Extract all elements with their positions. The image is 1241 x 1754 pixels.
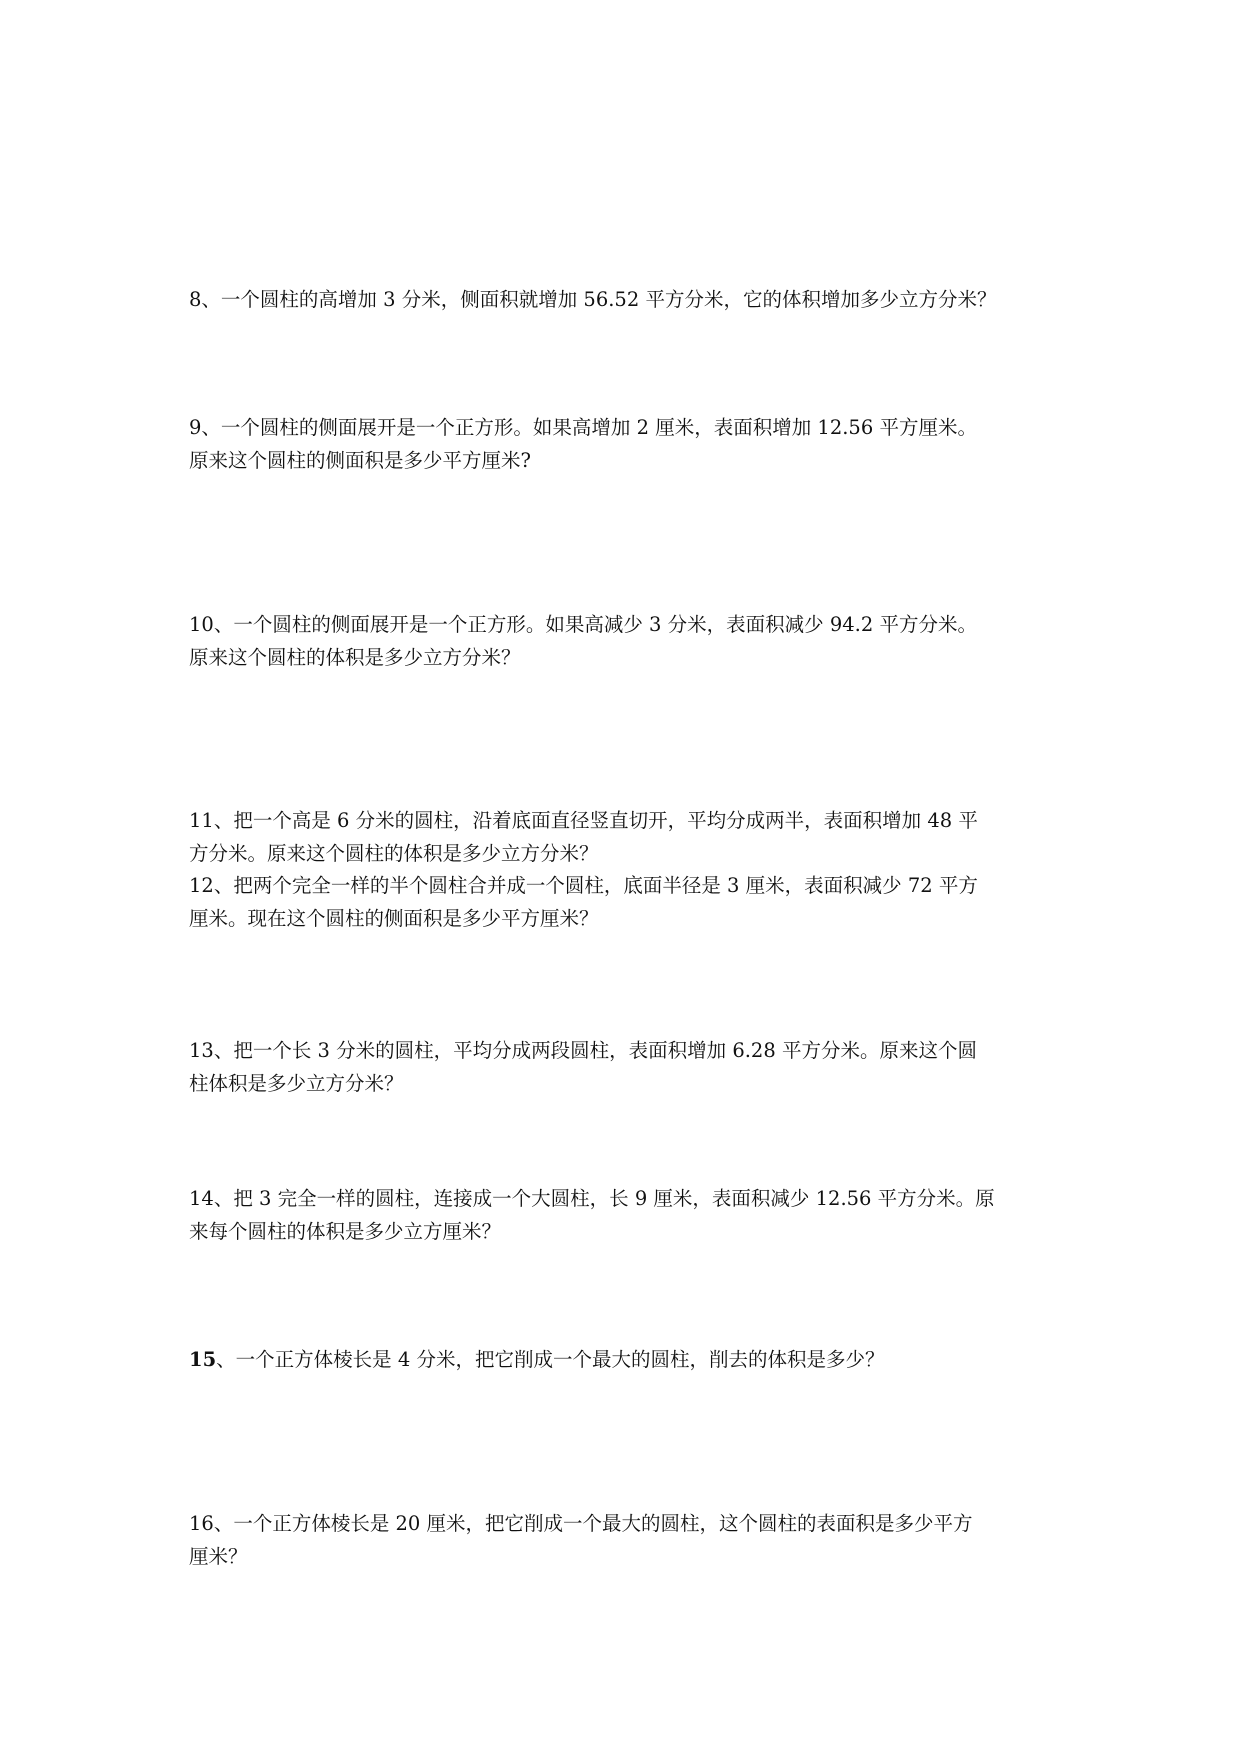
question-10-number: 10 bbox=[189, 613, 214, 636]
question-11-text-1: 、把一个高是 6 分米的圆柱，沿着底面直径竖直切开，平均分成两半，表面积增加 48 平 bbox=[213, 809, 978, 832]
question-12-text-1: 、把两个完全一样的半个圆柱合并成一个圆柱，底面半径是 3 厘米，表面积减少 72 平方 bbox=[213, 874, 978, 897]
question-9-line-1 bbox=[189, 411, 1063, 444]
question-14 bbox=[189, 1182, 1063, 1248]
question-13-line-2: 柱体积是多少立方分米？ bbox=[189, 1072, 404, 1095]
question-12-line-2: 厘米。现在这个圆柱的侧面积是多少平方厘米？ bbox=[189, 907, 599, 930]
question-8-line-1 bbox=[189, 283, 1063, 316]
question-9 bbox=[189, 411, 1063, 477]
question-10-text-1: 、一个圆柱的侧面展开是一个正方形。如果高减少 3 分米，表面积减少 94.2 平方分米。 bbox=[213, 613, 977, 636]
question-12 bbox=[189, 869, 1063, 935]
question-9-line-2: 原来这个圆柱的侧面积是多少平方厘米? bbox=[189, 449, 531, 472]
question-11-line-1 bbox=[189, 804, 1063, 837]
question-10-line-1 bbox=[189, 608, 1063, 641]
question-13-number: 13 bbox=[189, 1039, 214, 1062]
question-14-line-1 bbox=[189, 1182, 1063, 1215]
question-8-number: 8 bbox=[189, 288, 202, 311]
question-12-number: 12 bbox=[189, 874, 214, 897]
question-16 bbox=[189, 1507, 1063, 1573]
question-16-text-1: 、一个正方体棱长是 20 厘米，把它削成一个最大的圆柱，这个圆柱的表面积是多少平方 bbox=[213, 1512, 973, 1535]
question-10 bbox=[189, 608, 1063, 674]
question-13-text-1: 、把一个长 3 分米的圆柱，平均分成两段圆柱，表面积增加 6.28 平方分米。原来这个圆 bbox=[213, 1039, 977, 1062]
question-16-line-2: 厘米？ bbox=[189, 1545, 248, 1568]
question-15-text-1: 、一个正方体棱长是 4 分米，把它削成一个最大的圆柱，削去的体积是多少？ bbox=[216, 1348, 885, 1371]
question-16-number: 16 bbox=[189, 1512, 214, 1535]
question-15-number: 15 bbox=[189, 1348, 217, 1371]
question-15-line-1 bbox=[189, 1343, 1063, 1376]
question-11-line-2: 方分米。原来这个圆柱的体积是多少立方分米？ bbox=[189, 842, 599, 865]
question-16-line-1 bbox=[189, 1507, 1063, 1540]
question-12-line-1 bbox=[189, 869, 1063, 902]
question-14-number: 14 bbox=[189, 1187, 214, 1210]
question-9-text-1: 、一个圆柱的侧面展开是一个正方形。如果高增加 2 厘米，表面积增加 12.56 平方厘米。 bbox=[201, 416, 977, 439]
question-11 bbox=[189, 804, 1063, 870]
question-13 bbox=[189, 1034, 1063, 1100]
question-15 bbox=[189, 1343, 1063, 1376]
question-14-line-2: 来每个圆柱的体积是多少立方厘米？ bbox=[189, 1220, 502, 1243]
question-11-number: 11 bbox=[189, 809, 214, 832]
question-8 bbox=[189, 283, 1063, 316]
question-14-text-1: 、把 3 完全一样的圆柱，连接成一个大圆柱，长 9 厘米，表面积减少 12.56 平方分米。原 bbox=[213, 1187, 995, 1210]
question-10-line-2: 原来这个圆柱的体积是多少立方分米？ bbox=[189, 646, 521, 669]
question-9-number: 9 bbox=[189, 416, 202, 439]
question-13-line-1 bbox=[189, 1034, 1063, 1067]
question-8-text-1: 、一个圆柱的高增加 3 分米，侧面积就增加 56.52 平方分米，它的体积增加多少立方分米？ bbox=[201, 288, 997, 311]
